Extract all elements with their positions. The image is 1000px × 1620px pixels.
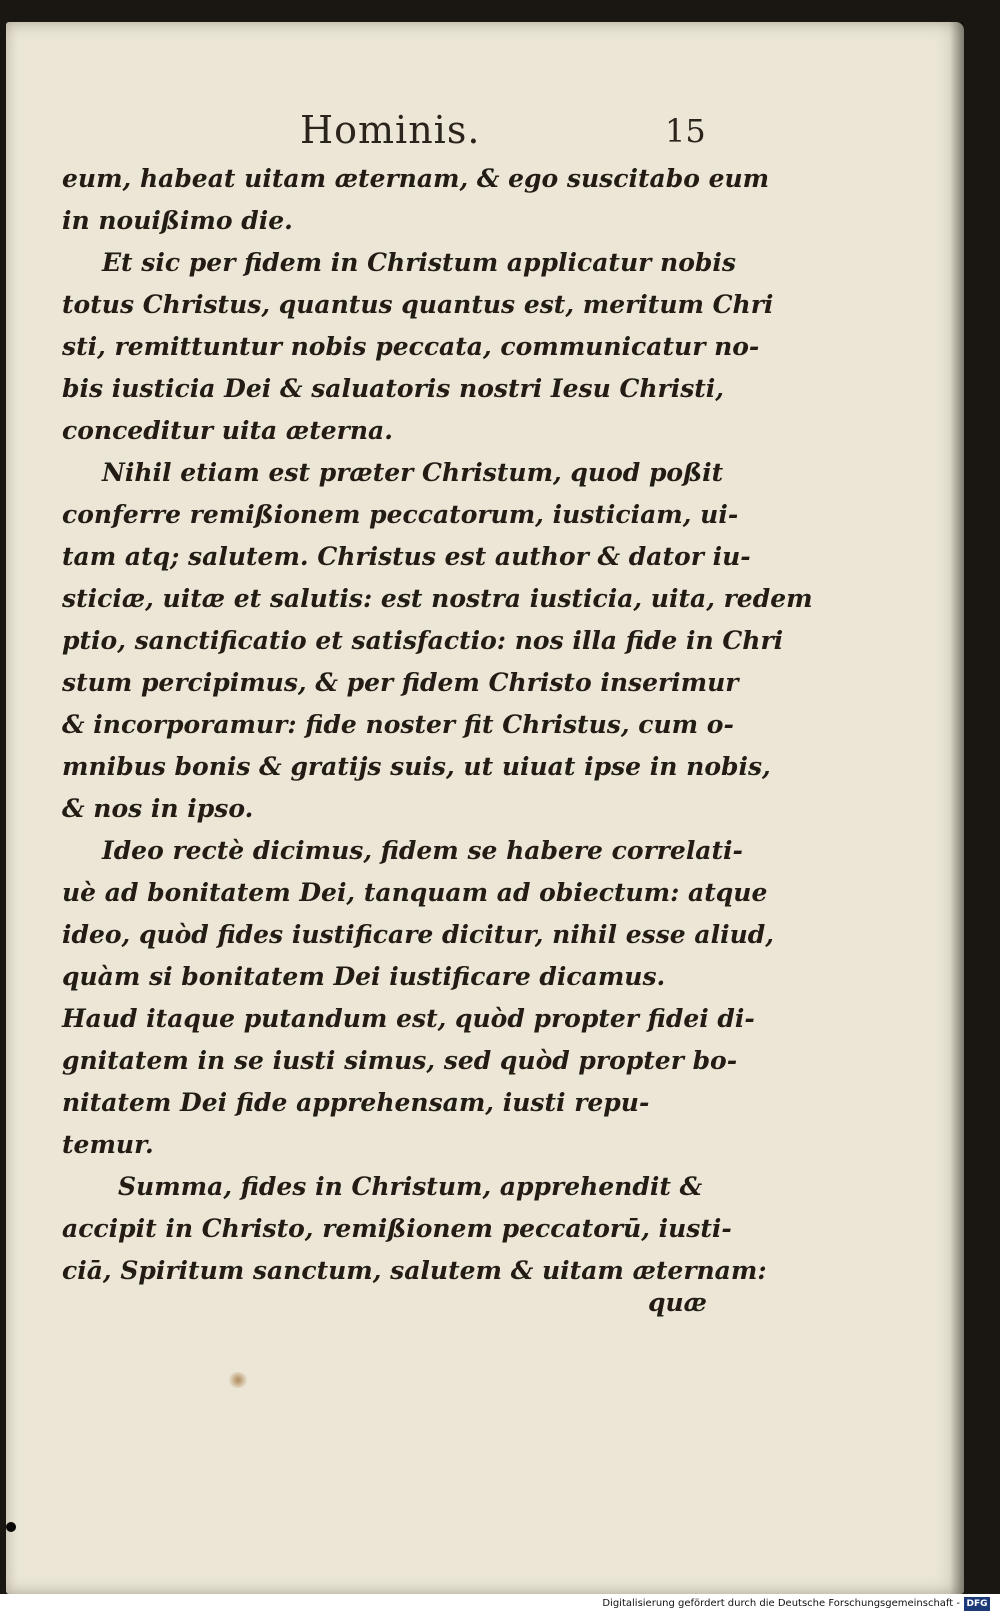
- text-line: gnitatem in se iusti simus, sed quòd propter bo-: [62, 1046, 738, 1075]
- text-line: ciā, Spiritum sanctum, salutem & uitam æternam:: [62, 1256, 767, 1285]
- text-line: eum, habeat uitam æternam, & ego suscitabo eum: [62, 164, 770, 193]
- text-line: Nihil etiam est præter Christum, quod poßit: [102, 458, 724, 487]
- text-line: sti, remittuntur nobis peccata, communicatur no-: [62, 332, 760, 361]
- text-line: conceditur uita æterna.: [62, 416, 393, 445]
- dfg-logo: DFG: [964, 1597, 990, 1611]
- text-line: ptio, sanctificatio et satisfactio: nos illa fide in Chri: [62, 626, 784, 655]
- digitization-credit: Digitalisierung gefördert durch die Deutsche Forschungsgemeinschaft -: [602, 1598, 960, 1609]
- page-edge-shadow: [950, 22, 964, 1594]
- text-line: Et sic per fidem in Christum applicatur nobis: [102, 248, 736, 277]
- text-line: temur.: [62, 1130, 154, 1159]
- text-line: in nouißimo die.: [62, 206, 293, 235]
- text-line: Ideo rectè dicimus, fidem se habere correlati-: [102, 836, 743, 865]
- text-line: totus Christus, quantus quantus est, meritum Chri: [62, 290, 774, 319]
- body-text: [62, 158, 813, 1292]
- running-head: Hominis.: [300, 108, 481, 152]
- text-line: accipit in Christo, remißionem peccatorū, iusti-: [62, 1214, 732, 1243]
- text-line: stum percipimus, & per fidem Christo inserimur: [62, 668, 739, 697]
- text-line: & nos in ipso.: [62, 794, 254, 823]
- catchword: quæ: [648, 1288, 707, 1317]
- text-line: sticiæ, uitæ et salutis: est nostra iusticia, uita, redem: [62, 584, 813, 613]
- text-line: conferre remißionem peccatorum, iusticiam, ui-: [62, 500, 739, 529]
- text-line: quàm si bonitatem Dei iustificare dicamus.: [62, 962, 666, 991]
- text-line: ideo, quòd fides iustificare dicitur, nihil esse aliud,: [62, 920, 774, 949]
- text-line: Summa, fides in Christum, apprehendit &: [118, 1172, 703, 1201]
- text-line: nitatem Dei fide apprehensam, iusti repu-: [62, 1088, 650, 1117]
- text-line: & incorporamur: fide noster fit Christus, cum o-: [62, 710, 734, 739]
- text-line: uè ad bonitatem Dei, tanquam ad obiectum: atque: [62, 878, 768, 907]
- text-line: mnibus bonis & gratijs suis, ut uiuat ipse in nobis,: [62, 752, 771, 781]
- binding-hole: [6, 1522, 16, 1532]
- text-line: bis iusticia Dei & saluatoris nostri Iesu Christi,: [62, 374, 725, 403]
- paper-stain: [228, 1372, 248, 1388]
- page-number: 15: [665, 112, 706, 150]
- text-line: tam atq; salutem. Christus est author & dator iu-: [62, 542, 751, 571]
- text-line: Haud itaque putandum est, quòd propter fidei di-: [62, 1004, 755, 1033]
